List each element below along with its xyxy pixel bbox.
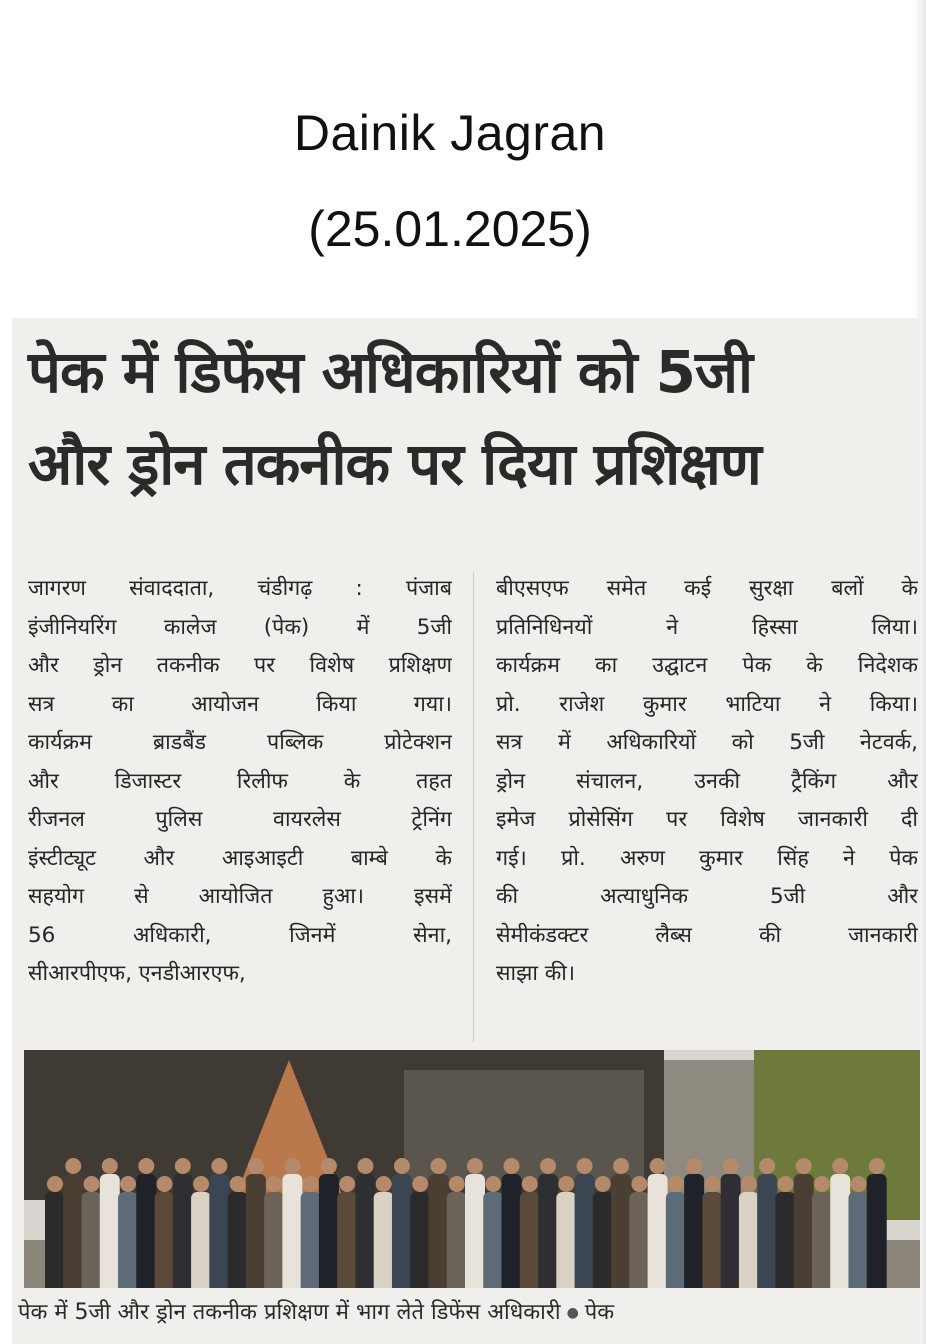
article-line: इंस्टीट्यूट और आइआइटी बाम्बे के [28, 845, 452, 871]
photo-person-head [430, 1158, 446, 1174]
photo-person-head [723, 1158, 739, 1174]
photo-person-body [319, 1174, 339, 1288]
photo-person-body [355, 1174, 375, 1288]
photo-person-body [848, 1192, 868, 1288]
photo-person-body [867, 1174, 887, 1288]
article-line: सीआरपीएफ, एनडीआरएफ, [28, 961, 246, 986]
photo-person-body [428, 1174, 448, 1288]
photo-person-body [648, 1174, 668, 1288]
article-line: कार्यक्रम का उद्घाटन पेक के निदेशक [496, 653, 918, 678]
photo-person-body [374, 1192, 394, 1288]
photo-person-head [613, 1158, 629, 1174]
photo-person-head [449, 1176, 465, 1192]
photo-person-head [668, 1176, 684, 1192]
headline-line-2: और ड्रोन तकनीक पर दिया प्रशिक्षण [28, 430, 761, 498]
photo-person-head [303, 1176, 319, 1192]
photo-person-body [191, 1192, 211, 1288]
photo-caption [18, 1296, 918, 1326]
photo-person-body [830, 1174, 850, 1288]
photo-person-head [47, 1176, 63, 1192]
article-line: और डिजास्टर रिलीफ के तहत [28, 768, 452, 794]
photo-person-body [465, 1174, 485, 1288]
photo-person-head [157, 1176, 173, 1192]
photo-person-head [248, 1158, 264, 1174]
photo-person-head [832, 1158, 848, 1174]
photo-person-body [702, 1192, 722, 1288]
photo-person-head [376, 1176, 392, 1192]
photo-person-head [412, 1176, 428, 1192]
article-line: रीजनल पुलिस वायरलेस ट्रेनिंग [28, 807, 452, 832]
photo-person-body [447, 1192, 467, 1288]
photo-person-head [102, 1158, 118, 1174]
photo-person-body [100, 1174, 120, 1288]
article-line: 56 अधिकारी, जिनमें सेना, [28, 922, 452, 948]
photo-person-body [118, 1192, 138, 1288]
photo-person-body [264, 1192, 284, 1288]
article-line: गई। प्रो. अरुण कुमार सिंह ने पेक [496, 845, 918, 871]
headline-line-1: पेक में डिफेंस अधिकारियों को 5जी [28, 338, 753, 406]
photo-person-head [266, 1176, 282, 1192]
photo-person-body [82, 1192, 102, 1288]
article-line: सत्र का आयोजन किया गया। [28, 691, 452, 717]
photo-person-body [775, 1192, 795, 1288]
photo-person-head [741, 1176, 757, 1192]
photo-person-head [704, 1176, 720, 1192]
photo-person-body [538, 1174, 558, 1288]
photo-person-head [467, 1158, 483, 1174]
article-line: ड्रोन संचालन, उनकी ट्रैकिंग और [496, 768, 918, 794]
photo-person-body [666, 1192, 686, 1288]
caption-text: पेक में 5जी और ड्रोन तकनीक प्रशिक्षण में भाग लेते डिफेंस अधिकारी [18, 1300, 561, 1325]
photo-person-body [63, 1174, 83, 1288]
article-line: कार्यक्रम ब्राडबैंड पब्लिक प्रोटेक्शन [28, 730, 452, 755]
article-line: जागरण संवाददाता, चंडीगढ़ : पंजाब [28, 576, 452, 601]
photo-person-head [869, 1158, 885, 1174]
photo-person-head [193, 1176, 209, 1192]
photo-person-body [392, 1174, 412, 1288]
photo-person-body [502, 1174, 522, 1288]
photo-person-body [794, 1174, 814, 1288]
article-line: प्रतिनिधिनयों ने हिस्सा लिया। [496, 614, 918, 640]
group-photo [24, 1050, 920, 1288]
photo-person-body [556, 1192, 576, 1288]
photo-person-body [684, 1174, 704, 1288]
column-divider [473, 572, 474, 1042]
photo-person-head [504, 1158, 520, 1174]
photo-person-body [209, 1174, 229, 1288]
article-line: सेमीकंडक्टर लैब्स की जानकारी [496, 922, 918, 948]
photo-person-head [175, 1158, 191, 1174]
photo-person-body [173, 1174, 193, 1288]
photo-person-head [230, 1176, 246, 1192]
caption-bullet-icon: ● [566, 1305, 579, 1321]
article-line: की अत्याधुनिक 5जी और [496, 884, 918, 909]
photo-person-head [686, 1158, 702, 1174]
photo-person-head [138, 1158, 154, 1174]
photo-person-head [522, 1176, 538, 1192]
photo-person-head [65, 1158, 81, 1174]
photo-person-head [631, 1176, 647, 1192]
photo-person-body [812, 1192, 832, 1288]
photo-person-head [321, 1158, 337, 1174]
photo-person-body [228, 1192, 248, 1288]
photo-person-head [120, 1176, 136, 1192]
photo-person-body [282, 1174, 302, 1288]
photo-person-body [593, 1192, 613, 1288]
photo-person-body [337, 1192, 357, 1288]
photo-person-head [284, 1158, 300, 1174]
photo-person-body [301, 1192, 321, 1288]
article-line: प्रो. राजेश कुमार भाटिया ने किया। [496, 691, 918, 717]
article-column-right [496, 570, 918, 994]
photo-person-body [246, 1174, 266, 1288]
photo-person-body [757, 1174, 777, 1288]
group-photo-illustration [24, 1050, 920, 1288]
photo-person-body [410, 1192, 430, 1288]
photo-person-body [611, 1174, 631, 1288]
photo-person-head [777, 1176, 793, 1192]
article-line: और ड्रोन तकनीक पर विशेष प्रशिक्षण [28, 653, 452, 678]
photo-person-body [739, 1192, 759, 1288]
photo-person-head [394, 1158, 410, 1174]
photo-person-head [211, 1158, 227, 1174]
photo-person-head [650, 1158, 666, 1174]
photo-person-body [136, 1174, 156, 1288]
photo-person-body [721, 1174, 741, 1288]
photo-person-head [814, 1176, 830, 1192]
article-line: सहयोग से आयोजित हुआ। इसमें [28, 884, 452, 909]
photo-person-head [577, 1158, 593, 1174]
photo-person-body [45, 1192, 65, 1288]
photo-person-head [485, 1176, 501, 1192]
photo-person-head [357, 1158, 373, 1174]
photo-person-head [595, 1176, 611, 1192]
article-line: सत्र में अधिकारियों को 5जी नेटवर्क, [496, 730, 918, 755]
photo-person-head [84, 1176, 100, 1192]
photo-person-body [155, 1192, 175, 1288]
photo-person-head [759, 1158, 775, 1174]
photo-credit: पेक [584, 1300, 615, 1325]
publication-date: (25.01.2025) [308, 201, 592, 257]
photo-person-body [575, 1174, 595, 1288]
photo-person-head [558, 1176, 574, 1192]
article-column-left [28, 570, 452, 994]
photo-person-head [850, 1176, 866, 1192]
article-line: इंजीनियरिंग कालेज (पेक) में 5जी [28, 614, 452, 640]
photo-person-body [483, 1192, 503, 1288]
article-line: बीएसएफ समेत कई सुरक्षा बलों के [496, 576, 918, 601]
photo-person-head [796, 1158, 812, 1174]
newspaper-name: Dainik Jagran [293, 105, 607, 161]
photo-person-head [540, 1158, 556, 1174]
photo-person-body [520, 1192, 540, 1288]
photo-person-head [339, 1176, 355, 1192]
article-line: साझा की। [496, 961, 575, 986]
article-line: इमेज प्रोसेसिंग पर विशेष जानकारी दी [496, 807, 918, 832]
article-headline [28, 326, 908, 510]
photo-person-body [629, 1192, 649, 1288]
